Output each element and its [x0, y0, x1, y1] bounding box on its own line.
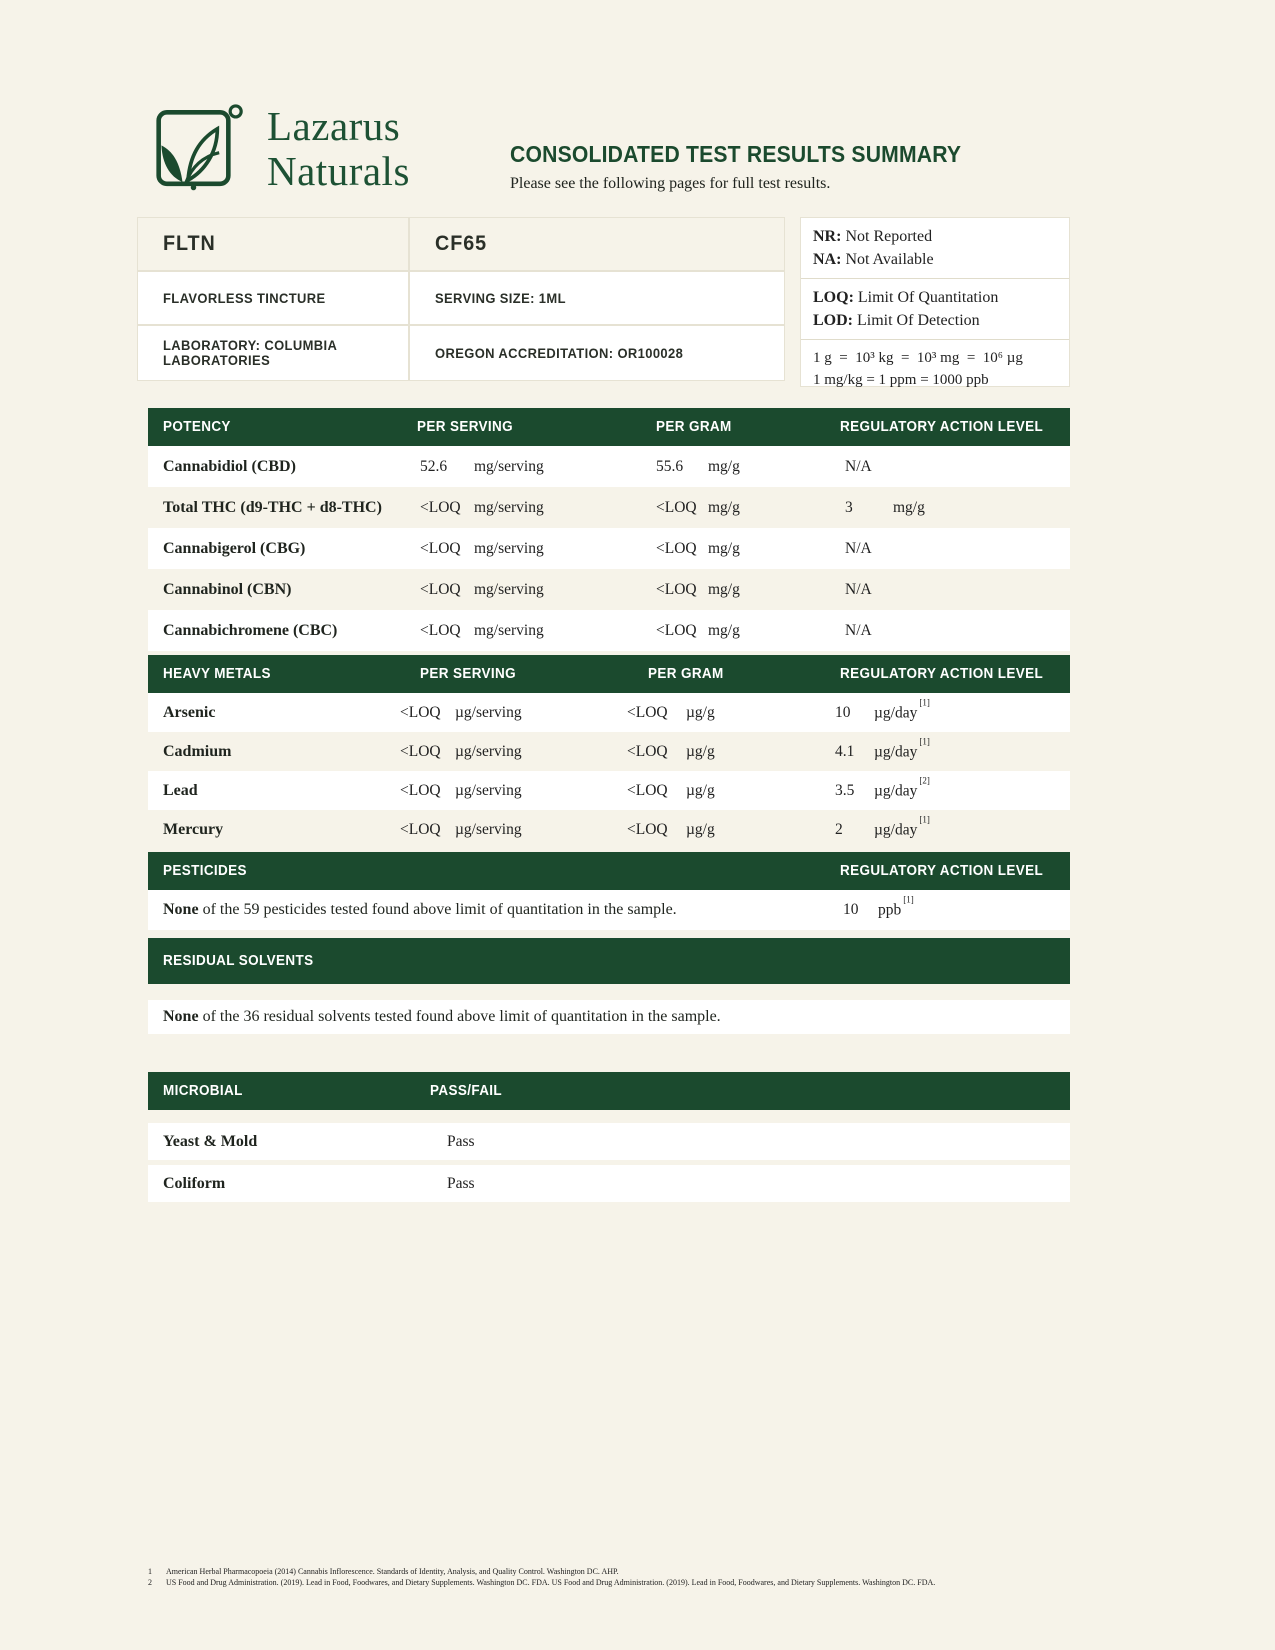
per-serving-value: <LOQ [400, 781, 441, 799]
action-unit: µg/day[1] [874, 696, 930, 722]
per-serving-value: <LOQ [420, 580, 461, 598]
table-row [148, 771, 1070, 810]
per-gram-value: <LOQ [627, 703, 668, 721]
per-gram-unit: mg/g [708, 498, 740, 516]
residual-solvents-statement: None of the 36 residual solvents tested found above limit of quantitation in the sample. [163, 1008, 721, 1025]
analyte-name: Cannabigerol (CBG) [163, 539, 306, 557]
product-name: FLAVORLESS TINCTURE [163, 290, 326, 306]
per-gram-unit: mg/g [708, 539, 740, 557]
per-serving-value: <LOQ [420, 498, 461, 516]
legend-box [800, 217, 1070, 387]
per-gram-unit: µg/g [686, 781, 715, 799]
brand-header [155, 103, 410, 195]
legend-nr: NR: Not Reported [813, 228, 933, 245]
heavy-metals-table [148, 655, 1070, 849]
table-row [148, 890, 1070, 930]
residual-solvents-header-row [148, 938, 1070, 984]
analyte-name: Total THC (d9-THC + d8-THC) [163, 498, 382, 516]
per-gram-unit: mg/g [708, 621, 740, 639]
table-row [148, 1123, 1070, 1160]
per-serving-header: PER SERVING [417, 419, 514, 435]
brand-name-line2: Naturals [267, 148, 410, 194]
per-serving-unit: µg/serving [455, 703, 522, 721]
per-serving-unit: mg/serving [474, 621, 544, 639]
analyte-name: Cadmium [163, 742, 232, 760]
per-serving-value: <LOQ [400, 820, 441, 838]
analyte-name: Cannabinol (CBN) [163, 580, 292, 598]
action-value: N/A [845, 539, 872, 557]
table-row [148, 610, 1070, 651]
sample-info-grid [137, 217, 1070, 387]
microbial-test-name: Yeast & Mold [163, 1132, 258, 1150]
page-subtitle: Please see the following pages for full test results. [510, 175, 831, 192]
legend-conversions [801, 339, 1069, 398]
analyte-name: Cannabichromene (CBC) [163, 621, 338, 639]
microbial-test-name: Coliform [163, 1174, 226, 1192]
spacer [148, 984, 1070, 1000]
legend-lod: LOD: Limit Of Detection [813, 312, 980, 329]
per-gram-value: <LOQ [627, 820, 668, 838]
footnote-ref: [2] [919, 774, 930, 785]
per-gram-unit: µg/g [686, 742, 715, 760]
residual-solvents-header: RESIDUAL SOLVENTS [163, 953, 314, 969]
table-row [148, 1165, 1070, 1202]
per-gram-header: PER GRAM [648, 666, 724, 682]
microbial-table [148, 1072, 1070, 1202]
pesticides-statement: None of the 59 pesticides tested found above limit of quantitation in the sample. [163, 901, 677, 918]
footnote-ref: [1] [919, 735, 930, 746]
table-row [148, 528, 1070, 569]
table-row [148, 810, 1070, 849]
laboratory: LABORATORY: COLUMBIA LABORATORIES [163, 338, 337, 368]
action-value: N/A [845, 621, 872, 639]
laboratory-cell [137, 325, 409, 381]
per-gram-value: 55.6 [656, 457, 684, 475]
action-unit: µg/day[1] [874, 735, 930, 761]
per-serving-unit: µg/serving [455, 742, 522, 760]
table-row [148, 569, 1070, 610]
action-unit: µg/day[2] [874, 774, 930, 800]
per-gram-value: <LOQ [656, 621, 697, 639]
lazarus-plant-logo-icon [155, 103, 243, 195]
table-row [148, 487, 1070, 528]
residual-solvents-table [148, 938, 1070, 1034]
per-gram-unit: µg/g [686, 820, 715, 838]
per-serving-value: 52.6 [420, 457, 448, 475]
pesticides-header: PESTICIDES [163, 863, 247, 879]
microbial-result: Pass [447, 1132, 475, 1150]
accreditation: OREGON ACCREDITATION: OR100028 [435, 345, 684, 361]
per-gram-value: <LOQ [656, 580, 697, 598]
spacer [148, 1110, 1070, 1123]
per-gram-value: <LOQ [627, 742, 668, 760]
analyte-name: Cannabidiol (CBD) [163, 457, 296, 475]
sample-code: CF65 [435, 232, 488, 255]
table-row [148, 732, 1070, 771]
table-row [148, 446, 1070, 487]
action-value: 3 [845, 498, 853, 516]
per-gram-value: <LOQ [627, 781, 668, 799]
action-unit: ppb[1] [878, 894, 914, 919]
per-serving-unit: mg/serving [474, 539, 544, 557]
action-level-header: REGULATORY ACTION LEVEL [840, 666, 1044, 682]
action-value: 3.5 [835, 781, 855, 799]
footnotes [148, 1566, 1208, 1588]
document-title-block [510, 141, 1110, 193]
heavy-metals-header: HEAVY METALS [163, 666, 271, 682]
per-serving-unit: mg/serving [474, 457, 544, 475]
product-code-cell [137, 217, 409, 271]
legend-na: NA: Not Available [813, 251, 934, 268]
per-serving-value: <LOQ [420, 539, 461, 557]
per-serving-unit: mg/serving [474, 498, 544, 516]
per-serving-value: <LOQ [400, 703, 441, 721]
action-level-header: REGULATORY ACTION LEVEL [840, 419, 1044, 435]
per-gram-unit: µg/g [686, 703, 715, 721]
conversion-line-2: 1 mg/kg = 1 ppm = 1000 ppb [813, 372, 989, 388]
footnote-ref: [1] [919, 813, 930, 824]
pesticides-table [148, 852, 1070, 930]
product-name-cell [137, 271, 409, 325]
legend-reported [801, 218, 1069, 278]
action-value: 10 [843, 901, 859, 918]
per-gram-unit: mg/g [708, 580, 740, 598]
per-gram-value: <LOQ [656, 498, 697, 516]
legend-limits [801, 278, 1069, 339]
action-level-header: REGULATORY ACTION LEVEL [840, 863, 1044, 879]
action-value: N/A [845, 457, 872, 475]
accreditation-cell [409, 325, 785, 381]
footnote-line: 1 American Herbal Pharmacopoeia (2014) Cannabis Inflorescence. Standards of Identity, Analysis, and Quality Control. Washington DC. AHP. [148, 1567, 619, 1576]
per-serving-unit: mg/serving [474, 580, 544, 598]
action-unit: µg/day[1] [874, 813, 930, 839]
conversion-line-1: 1 g = 10³ kg = 10³ mg = 10⁶ µg [813, 350, 1023, 366]
serving-size: SERVING SIZE: 1ML [435, 290, 566, 306]
action-unit: mg/g [893, 498, 925, 516]
per-serving-value: <LOQ [400, 742, 441, 760]
product-code: FLTN [163, 232, 216, 255]
potency-header: POTENCY [163, 419, 231, 435]
heavy-metals-header-row [148, 655, 1070, 693]
table-row [148, 1000, 1070, 1034]
per-serving-header: PER SERVING [420, 666, 517, 682]
pesticides-header-row [148, 852, 1070, 890]
per-gram-value: <LOQ [656, 539, 697, 557]
microbial-header-row [148, 1072, 1070, 1110]
microbial-result: Pass [447, 1174, 475, 1192]
legend-loq: LOQ: Limit Of Quantitation [813, 289, 999, 306]
footnote-ref: [1] [903, 894, 914, 905]
analyte-name: Lead [163, 781, 198, 799]
analyte-name: Mercury [163, 820, 224, 838]
action-value: N/A [845, 580, 872, 598]
per-gram-unit: mg/g [708, 457, 740, 475]
potency-header-row [148, 408, 1070, 446]
per-gram-header: PER GRAM [656, 419, 732, 435]
page-title: CONSOLIDATED TEST RESULTS SUMMARY [510, 141, 962, 167]
per-serving-value: <LOQ [420, 621, 461, 639]
analyte-name: Arsenic [163, 703, 216, 721]
brand-name-line1: Lazarus [267, 103, 401, 149]
per-serving-unit: µg/serving [455, 820, 522, 838]
per-serving-unit: µg/serving [455, 781, 522, 799]
sample-code-cell [409, 217, 785, 271]
table-row [148, 693, 1070, 732]
results-tables [148, 408, 1070, 1202]
action-value: 2 [835, 820, 843, 838]
microbial-header: MICROBIAL [163, 1083, 243, 1099]
action-value: 4.1 [835, 742, 855, 760]
pass-fail-header: PASS/FAIL [430, 1083, 503, 1099]
serving-size-cell [409, 271, 785, 325]
footnote-line: 2 US Food and Drug Administration. (2019). Lead in Food, Foodwares, and Dietary Supplements. Washington DC. FDA. US Food and Drug Administration. (2019). Lead in Food, Foodwares, and Dietary Supplements. Washington DC. FDA. [148, 1578, 936, 1587]
brand-name [267, 104, 410, 194]
potency-table [148, 408, 1070, 651]
action-value: 10 [835, 703, 851, 721]
footnote-ref: [1] [919, 696, 930, 707]
